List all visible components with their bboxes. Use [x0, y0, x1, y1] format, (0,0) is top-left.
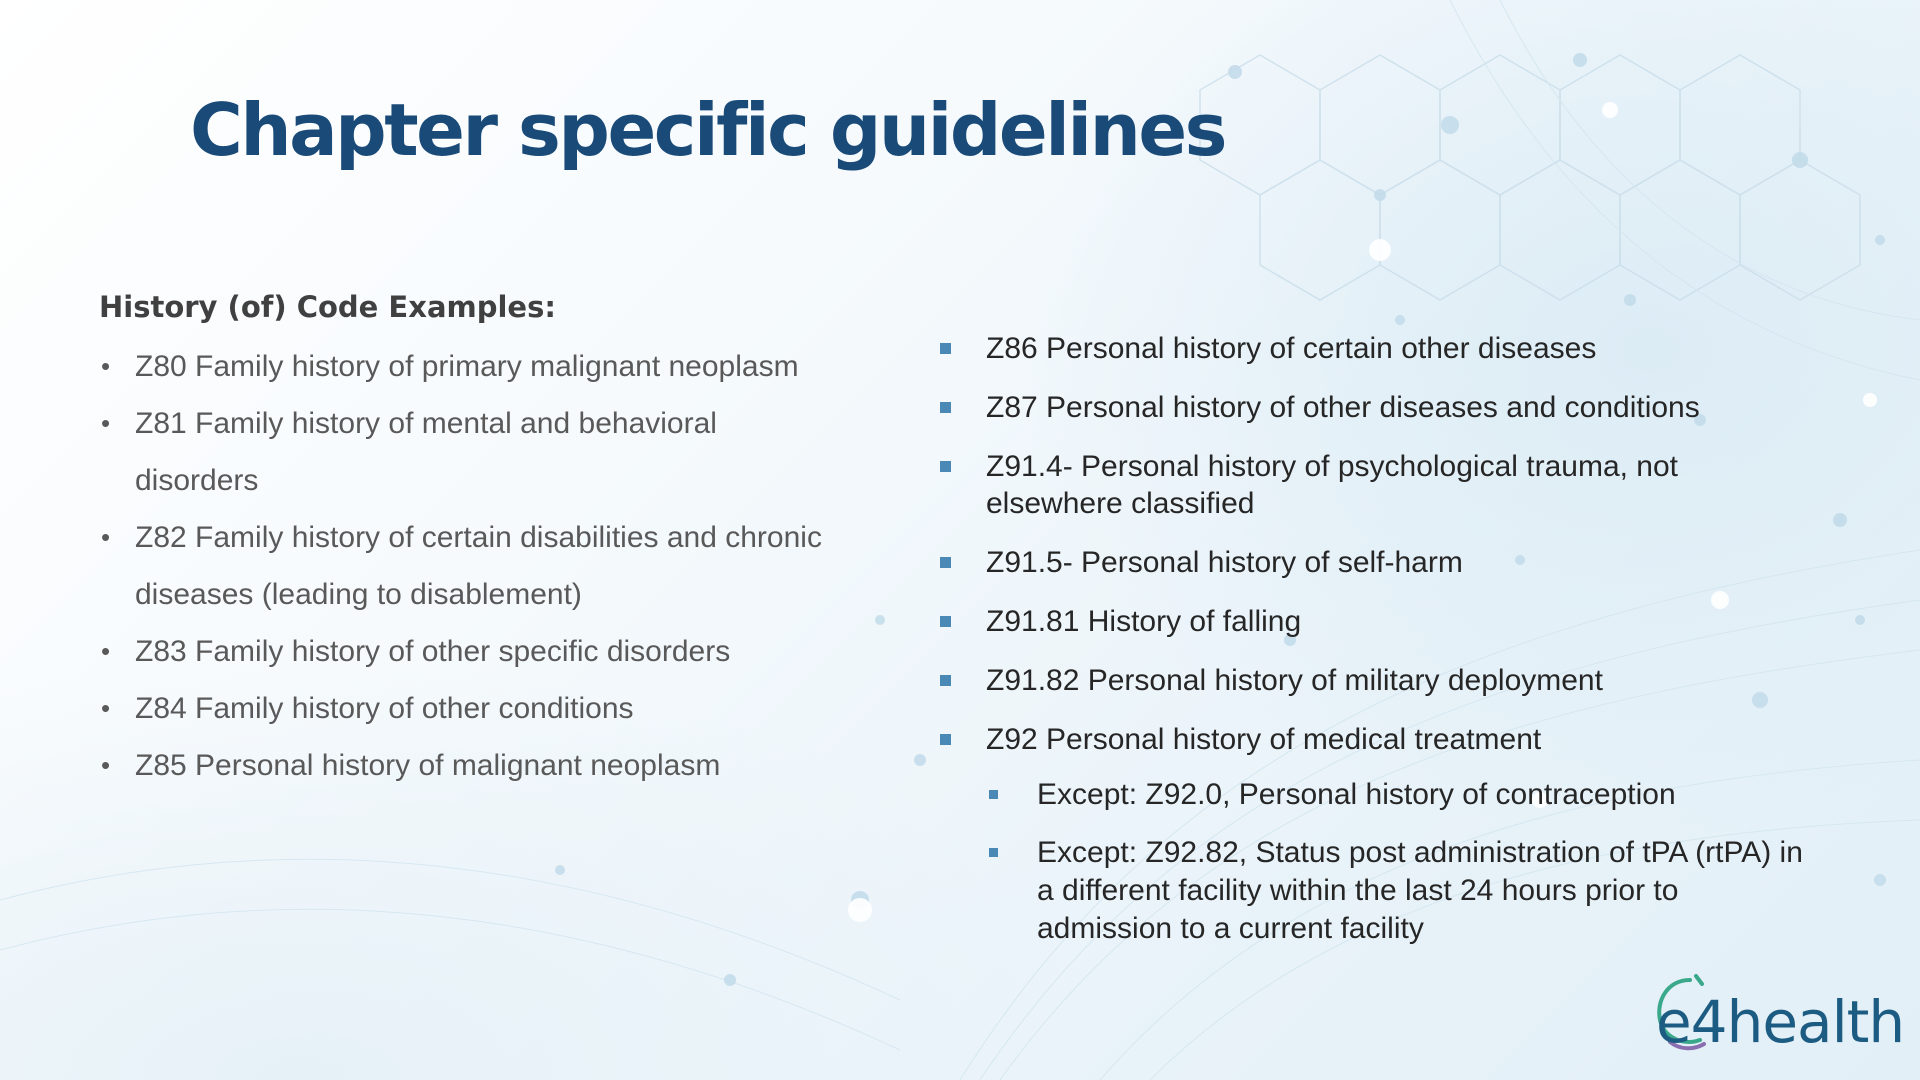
list-item	[99, 737, 899, 794]
personal-history-list	[938, 330, 1878, 948]
square-bullet-icon	[940, 734, 951, 745]
list-item	[99, 338, 899, 395]
list-item	[938, 721, 1878, 948]
list-item-text: Z91.4- Personal history of psychological trauma, not	[986, 450, 1679, 483]
list-item	[938, 544, 1878, 581]
bullet-dot-icon: •	[101, 636, 111, 666]
list-item-text-continued: disorders	[135, 464, 259, 497]
list-item-text: Z91.5- Personal history of self-harm	[986, 546, 1463, 579]
list-item-text: Z82 Family history of certain disabilities and chronic	[135, 521, 822, 554]
list-item	[99, 623, 899, 680]
list-item	[938, 330, 1878, 367]
list-item-text: Z91.82 Personal history of military deployment	[986, 664, 1603, 697]
bullet-dot-icon: •	[101, 750, 111, 780]
logo-text: e4health	[1656, 988, 1905, 1056]
list-item-text-continued: elsewhere classified	[986, 487, 1255, 520]
bullet-dot-icon: •	[101, 408, 111, 438]
right-column	[938, 330, 1878, 970]
list-item-text: Z84 Family history of other conditions	[135, 692, 634, 725]
list-item-text: Z85 Personal history of malignant neoplasm	[135, 749, 721, 782]
square-bullet-icon	[940, 675, 951, 686]
square-bullet-icon	[989, 790, 998, 799]
sub-list-item-text-continued: a different facility within the last 24 hours prior to	[1037, 874, 1679, 907]
sub-list-item-text: Except: Z92.82, Status post administration of tPA (rtPA) in	[1037, 836, 1803, 869]
list-item-text: Z92 Personal history of medical treatment	[986, 723, 1542, 756]
list-item	[99, 395, 899, 509]
square-bullet-icon	[940, 461, 951, 472]
list-item-text: Z83 Family history of other specific disorders	[135, 635, 731, 668]
square-bullet-icon	[989, 848, 998, 857]
left-column	[99, 290, 899, 794]
sub-list-item	[986, 834, 1878, 948]
bullet-dot-icon: •	[101, 351, 111, 381]
list-item-text-continued: diseases (leading to disablement)	[135, 578, 582, 611]
bullet-dot-icon: •	[101, 693, 111, 723]
list-item	[938, 662, 1878, 699]
square-bullet-icon	[940, 343, 951, 354]
list-item	[99, 509, 899, 623]
list-item	[938, 603, 1878, 640]
list-item-text: Z87 Personal history of other diseases and conditions	[986, 391, 1700, 424]
list-item-text: Z81 Family history of mental and behavioral	[135, 407, 717, 440]
family-history-list	[99, 338, 899, 794]
square-bullet-icon	[940, 616, 951, 627]
square-bullet-icon	[940, 557, 951, 568]
history-code-examples-heading: History (of) Code Examples:	[99, 290, 556, 324]
list-item	[938, 448, 1878, 522]
page-title: Chapter specific guidelines	[190, 88, 1226, 172]
bullet-dot-icon: •	[101, 522, 111, 552]
list-item-text: Z86 Personal history of certain other diseases	[986, 332, 1597, 365]
e4health-logo	[1656, 970, 1905, 1056]
sub-list-item-text: Except: Z92.0, Personal history of contraception	[1037, 778, 1676, 811]
list-item-text: Z80 Family history of primary malignant neoplasm	[135, 350, 799, 383]
list-item-text: Z91.81 History of falling	[986, 605, 1302, 638]
square-bullet-icon	[940, 402, 951, 413]
exceptions-sub-list	[986, 776, 1878, 948]
list-item	[938, 389, 1878, 426]
sub-list-item	[986, 776, 1878, 814]
list-item	[99, 680, 899, 737]
sub-list-item-text-continued: admission to a current facility	[1037, 912, 1424, 945]
